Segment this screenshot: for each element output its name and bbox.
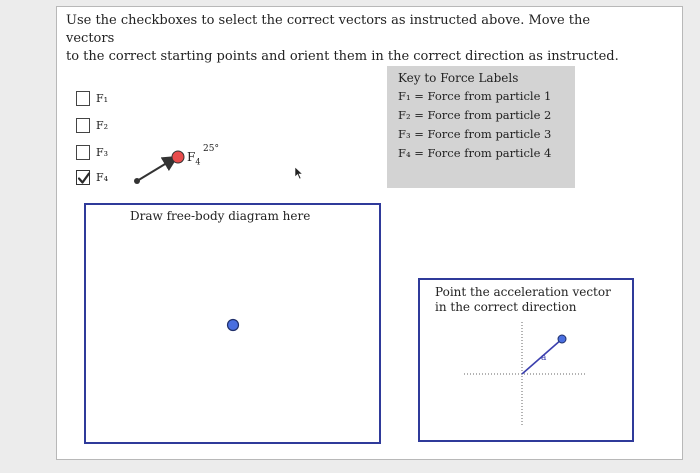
acceleration-vector-handle[interactable]: [558, 335, 566, 343]
acceleration-title: Point the acceleration vector in the correct direction: [435, 285, 611, 314]
acceleration-vector-label: a: [541, 353, 547, 363]
checkbox-label-f2: F₂: [96, 118, 109, 132]
instructions-line-1: Use the checkboxes to select the correct vectors as instructed above. Move the vectors: [66, 13, 591, 46]
force-key-line-4: F₄ = Force from particle 4: [398, 146, 552, 160]
f4-vector-arrow[interactable]: [137, 158, 175, 181]
force-key-line-1: F₁ = Force from particle 1: [398, 89, 552, 103]
f4-vector-head-handle[interactable]: [172, 151, 184, 163]
checkbox-label-f4: F₄: [96, 170, 109, 184]
checkbox-label-f1: F₁: [96, 91, 109, 105]
instructions-line-2: to the correct starting points and orient them in the correct direction as instructed.: [66, 49, 619, 64]
force-key-title: Key to Force Labels: [398, 71, 519, 85]
particle-dot: [228, 320, 239, 331]
mouse-cursor-icon: [294, 166, 304, 180]
force-key-line-2: F₂ = Force from particle 2: [398, 108, 552, 122]
checkbox-label-f3: F₃: [96, 145, 109, 159]
f4-angle-label: 25°: [203, 144, 219, 154]
f4-vector-tail-handle[interactable]: [134, 178, 140, 184]
force-key-line-3: F₃ = Force from particle 3: [398, 127, 552, 141]
f4-vector-label: $F_4$: [187, 150, 201, 167]
fbd-title: Draw free-body diagram here: [130, 209, 311, 223]
